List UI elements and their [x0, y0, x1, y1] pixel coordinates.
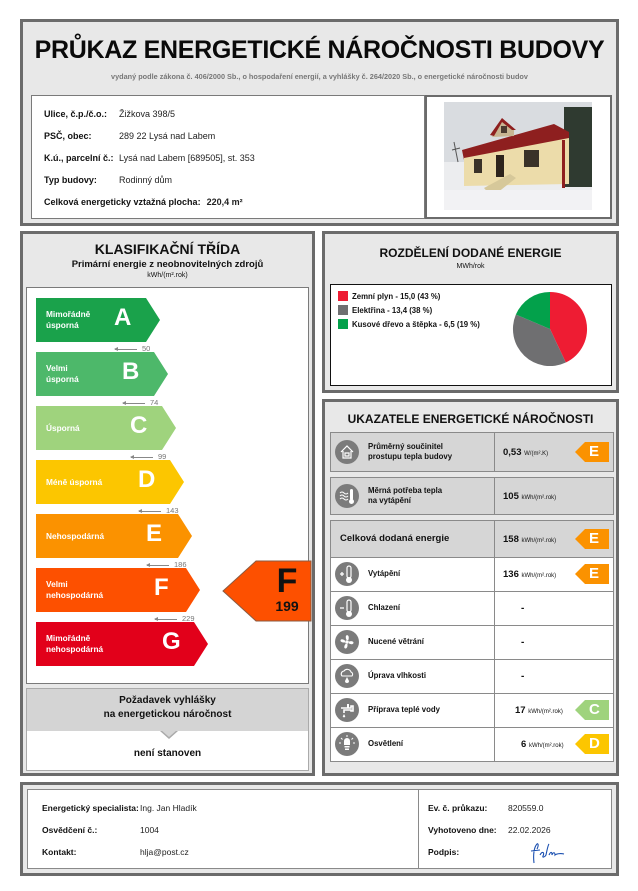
indicator-label: Nucené větrání — [368, 637, 424, 646]
class-badge — [575, 564, 609, 584]
legend-item-gas — [338, 291, 440, 301]
indicator-row — [330, 694, 614, 728]
requirement-body — [26, 731, 309, 771]
class-name — [46, 477, 102, 488]
legend-swatch-wood — [338, 319, 348, 329]
date-value: 22.02.2026 — [508, 825, 551, 835]
class-boundary — [147, 560, 187, 569]
info-row-street — [44, 109, 175, 119]
certificate-label: Osvědčení č.: — [42, 825, 98, 835]
indicator-row — [330, 558, 614, 592]
boundary-arrow-icon — [115, 349, 137, 350]
light-bulb-icon — [335, 732, 359, 756]
class-badge — [575, 442, 609, 462]
specialist-label: Energetický specialista: — [42, 803, 139, 813]
indicator-row — [330, 660, 614, 694]
heating-thermometer-icon — [335, 562, 359, 586]
footer-content — [27, 789, 612, 869]
indicator-label-cell — [331, 660, 495, 693]
specialist-value: Ing. Jan Hladík — [140, 803, 197, 813]
energy-split-panel — [322, 231, 619, 393]
info-label: PSČ, obec: — [44, 131, 92, 141]
indicator-unit: kWh/(m².rok) — [521, 495, 557, 501]
indicator-label-cell — [331, 478, 495, 514]
info-row-postcode — [44, 131, 215, 141]
classification-scale — [26, 287, 309, 684]
indicator-value — [521, 739, 564, 750]
boundary-value: 143 — [166, 506, 179, 515]
indicator-label-cell — [331, 728, 495, 761]
legend-item-wood — [338, 319, 480, 329]
class-name-line-1: Velmi — [46, 363, 68, 373]
indicator-label: Chlazení — [368, 603, 401, 612]
document-title: PRŮKAZ ENERGETICKÉ NÁROČNOSTI BUDOVY — [34, 36, 605, 64]
requirement-title-line-1: Požadavek vyhlášky — [119, 695, 216, 706]
classification-subtitle: Primární energie z neobnovitelných zdrojů — [71, 259, 264, 270]
faucet-icon — [335, 698, 359, 722]
indicator-number: 136 — [503, 569, 519, 580]
indicator-label — [368, 442, 452, 462]
info-value: Lysá nad Labem [689505], st. 353 — [119, 153, 255, 163]
document-subtitle: vydaný podle zákona č. 406/2000 Sb., o hospodaření energií, a vyhlášky č. 264/2020 Sb., o energetické náročnosti budov — [111, 72, 528, 81]
house-photo — [444, 102, 592, 210]
date-label: Vyhotoveno dne: — [428, 825, 497, 835]
legend-swatch-gas — [338, 291, 348, 301]
class-letter: B — [122, 358, 140, 385]
class-bar-c — [36, 406, 176, 450]
info-value: Rodinný dům — [119, 175, 173, 185]
indicator-unit: kWh/(m².rok) — [521, 573, 557, 579]
boundary-arrow-icon — [131, 457, 153, 458]
class-letter: E — [146, 520, 163, 547]
indicator-label-line-1: Průměrný součinitel — [368, 442, 443, 451]
signature-image — [528, 841, 568, 865]
indicator-label — [368, 486, 442, 506]
record-value: 820559.0 — [508, 803, 544, 813]
header-panel — [20, 19, 619, 226]
house-icon — [335, 440, 359, 464]
footer-divider — [418, 790, 419, 868]
classification-panel — [20, 231, 315, 776]
rating-value: 199 — [275, 598, 299, 614]
info-value: Žižkova 398/5 — [119, 109, 176, 119]
indicator-label-cell — [331, 558, 495, 591]
class-letter: D — [138, 466, 156, 493]
class-badge — [575, 700, 609, 720]
building-info — [31, 95, 425, 219]
class-name — [46, 531, 104, 542]
energy-split-chart — [330, 284, 612, 386]
class-name-line-1: Mimořádně — [46, 309, 91, 319]
indicator-unit: kWh/(m².rok) — [528, 709, 563, 715]
requirement-notch-inner — [161, 730, 177, 737]
indicator-row — [330, 520, 614, 558]
class-boundary — [139, 506, 179, 515]
boundary-arrow-icon — [123, 403, 145, 404]
class-badge — [575, 734, 609, 754]
contact-value: hlja@post.cz — [140, 847, 189, 857]
classification-title: KLASIFIKAČNÍ TŘÍDA — [94, 241, 241, 257]
class-name-line-2: nehospodárná — [46, 644, 104, 654]
indicator-value — [515, 705, 563, 716]
legend-label: Elektřina - 13,4 (38 %) — [352, 306, 433, 315]
class-bar-b — [36, 352, 168, 396]
rating-marker — [222, 560, 312, 622]
requirement-title-line-2: na energetickou náročnost — [103, 709, 232, 720]
class-boundary — [155, 614, 195, 623]
class-name — [46, 309, 90, 331]
class-bar-f — [36, 568, 200, 612]
boundary-value: 99 — [158, 452, 167, 461]
indicator-number: 0,53 — [503, 447, 522, 458]
contact-label: Kontakt: — [42, 847, 77, 857]
rating-letter: F — [276, 562, 298, 600]
indicator-value — [503, 491, 556, 502]
indicator-value — [503, 569, 556, 580]
indicator-unit: kWh/(m².rok) — [521, 538, 557, 544]
indicator-row — [330, 728, 614, 762]
class-badge — [575, 529, 609, 549]
class-name — [46, 633, 103, 655]
boundary-value: 186 — [174, 560, 187, 569]
boundary-arrow-icon — [147, 565, 169, 566]
class-letter: F — [154, 574, 169, 601]
boundary-value: 74 — [150, 398, 159, 407]
classification-unit: kWh/(m².rok) — [147, 272, 188, 279]
indicator-label: Příprava teplé vody — [368, 705, 440, 714]
indicator-label-line-1: Měrná potřeba tepla — [368, 486, 443, 495]
class-bar-d — [36, 460, 184, 504]
requirement-value: není stanoven — [133, 748, 202, 759]
class-name — [46, 363, 79, 385]
info-value: 220,4 m² — [206, 197, 243, 207]
indicator-label-line-2: prostupu tepla budovy — [368, 452, 453, 461]
indicator-label-cell — [331, 521, 495, 557]
humidity-icon — [335, 664, 359, 688]
class-letter: C — [130, 412, 148, 439]
indicator-number: 17 — [515, 705, 526, 716]
indicator-row — [330, 592, 614, 626]
indicator-label-cell — [331, 433, 495, 471]
heat-demand-icon — [335, 484, 359, 508]
info-row-area — [44, 197, 243, 207]
class-name-line-1: Velmi — [46, 579, 68, 589]
legend-swatch-electricity — [338, 305, 348, 315]
indicator-value: - — [521, 637, 525, 648]
info-label: K.ú., parcelní č.: — [44, 153, 114, 163]
indicator-row — [330, 626, 614, 660]
indicator-label: Vytápění — [368, 569, 401, 578]
class-letter: G — [162, 628, 181, 655]
legend-item-electricity — [338, 305, 432, 315]
class-letter: A — [114, 304, 132, 331]
signature-label: Podpis: — [428, 847, 460, 857]
fan-icon — [335, 630, 359, 654]
class-name — [46, 423, 80, 434]
indicator-value: - — [521, 671, 525, 682]
record-label: Ev. č. průkazu: — [428, 803, 488, 813]
energy-split-unit: MWh/rok — [456, 263, 485, 270]
class-name-line-1: Mimořádně — [46, 633, 91, 643]
info-value: 289 22 Lysá nad Labem — [119, 131, 216, 141]
indicator-label: Úprava vlhkosti — [368, 671, 427, 680]
class-badge-letter: C — [589, 701, 600, 718]
boundary-arrow-icon — [139, 511, 161, 512]
indicator-label-line-2: na vytápění — [368, 496, 411, 505]
class-name-line-1: Nehospodárná — [46, 531, 105, 541]
indicators-panel — [322, 399, 619, 776]
indicator-row — [330, 432, 614, 472]
photo-frame — [425, 95, 612, 219]
class-boundary — [123, 398, 158, 407]
info-row-parcel — [44, 153, 255, 163]
info-label: Celková energeticky vztažná plocha: — [44, 197, 201, 207]
indicator-value: - — [521, 603, 525, 614]
indicator-label-cell — [331, 592, 495, 625]
indicator-label-cell — [331, 694, 495, 727]
cooling-thermometer-icon — [335, 596, 359, 620]
class-name — [46, 579, 103, 601]
indicator-number: 105 — [503, 491, 519, 502]
class-name-line-2: nehospodárná — [46, 590, 104, 600]
class-bar-a — [36, 298, 160, 342]
indicator-unit: W/(m².K) — [524, 451, 549, 457]
class-name-line-2: úsporná — [46, 320, 79, 330]
info-row-building-type — [44, 175, 172, 185]
requirement-header — [26, 688, 309, 732]
class-name-line-1: Méně úsporná — [46, 477, 103, 487]
class-bar-e — [36, 514, 192, 558]
boundary-value: 50 — [142, 344, 151, 353]
boundary-value: 229 — [182, 614, 195, 623]
indicator-value — [503, 447, 548, 458]
indicators-title: UKAZATELE ENERGETICKÉ NÁROČNOSTI — [347, 412, 594, 426]
indicator-label: Osvětlení — [368, 739, 404, 748]
class-badge-letter: E — [589, 565, 600, 582]
indicator-number: 6 — [521, 739, 527, 750]
energy-pie-chart — [511, 290, 589, 368]
boundary-arrow-icon — [155, 619, 177, 620]
indicator-unit: kWh/(m².rok) — [528, 743, 564, 749]
info-label: Ulice, č.p./č.o.: — [44, 109, 108, 119]
class-name-line-2: úsporná — [46, 374, 79, 384]
class-badge-letter: E — [589, 530, 600, 547]
footer-panel — [20, 782, 619, 876]
class-badge-letter: E — [589, 443, 600, 460]
class-badge-letter: D — [589, 735, 600, 752]
class-boundary — [131, 452, 166, 461]
class-boundary — [115, 344, 150, 353]
energy-split-title: ROZDĚLENÍ DODANÉ ENERGIE — [379, 246, 562, 260]
indicator-label: Celková dodaná energie — [340, 533, 450, 544]
legend-label: Kusové dřevo a štěpka - 6,5 (19 %) — [352, 320, 480, 329]
indicator-number: 158 — [503, 534, 519, 545]
indicator-label-cell — [331, 626, 495, 659]
class-bar-g — [36, 622, 208, 666]
indicator-value — [503, 534, 556, 545]
class-name-line-1: Úsporná — [46, 423, 80, 433]
info-label: Typ budovy: — [44, 175, 97, 185]
legend-label: Zemní plyn - 15,0 (43 %) — [352, 292, 441, 301]
certificate-value: 1004 — [140, 825, 159, 835]
indicator-row — [330, 477, 614, 515]
